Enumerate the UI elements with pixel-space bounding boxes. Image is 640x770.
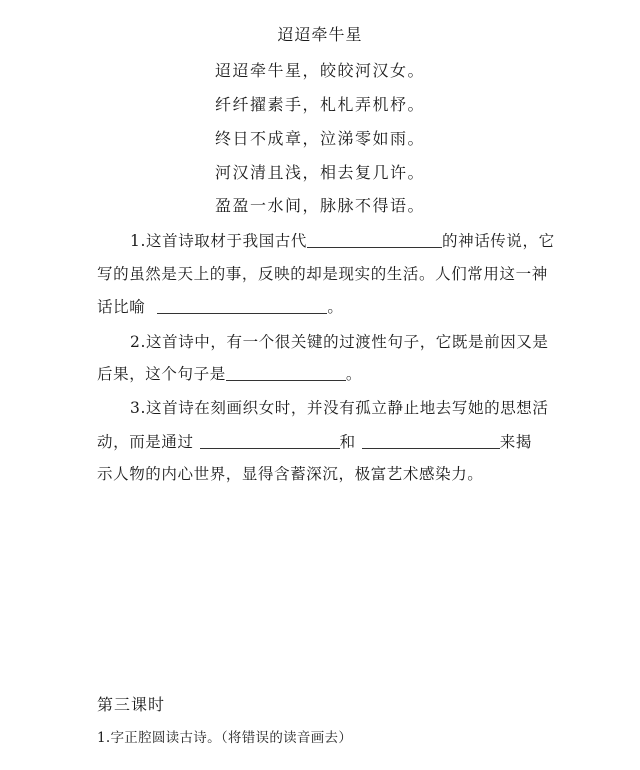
question-2-text: 后果，这个句子是: [97, 365, 226, 383]
question-1-line-2: 写的虽然是天上的事，反映的却是现实的生活。人们常用这一神: [97, 265, 548, 283]
answer-blank[interactable]: [200, 432, 340, 449]
answer-blank[interactable]: [226, 364, 346, 381]
poem-line: 纤纤擢素手，札札弄机杼。: [214, 95, 425, 114]
question-1-text: 的神话传说，它: [442, 232, 555, 250]
question-2-line-2: [97, 362, 362, 384]
question-1-line-1: [130, 229, 555, 251]
question-3-line-3: 示人物的内心世界，显得含蓄深沉，极富艺术感染力。: [97, 465, 484, 483]
question-3-line-2: [97, 430, 532, 452]
poem-title: 迢迢牵牛星: [277, 25, 363, 44]
poem-line: 盈盈一水间，脉脉不得语。: [214, 196, 425, 215]
question-3-text: 动，而是通过: [97, 433, 194, 451]
question-1-text: 1.这首诗取材于我国古代: [130, 232, 307, 250]
poem-line: 迢迢牵牛星，皎皎河汉女。: [214, 61, 425, 80]
question-2-line-1: 2.这首诗中，有一个很关键的过渡性句子，它既是前因又是: [130, 333, 549, 351]
question-3-text: 来揭: [499, 433, 532, 451]
question-3-line-1: 3.这首诗在刻画织女时，并没有孤立静止地去写她的思想活: [130, 399, 549, 417]
question-2-text: 。: [345, 365, 362, 383]
answer-blank[interactable]: [157, 297, 327, 314]
section-item-1: 1.字正腔圆读古诗。（将错误的读音画去）: [97, 730, 353, 746]
question-1-text: 话比喻: [97, 298, 146, 316]
poem-line: 河汉清且浅，相去复几许。: [214, 163, 425, 182]
poem-line: 终日不成章，泣涕零如雨。: [214, 129, 425, 148]
section-title: 第三课时: [97, 695, 166, 714]
question-1-line-3: [97, 295, 343, 317]
answer-blank[interactable]: [307, 231, 442, 248]
question-1-text: 。: [327, 298, 344, 316]
answer-blank[interactable]: [362, 432, 500, 449]
question-3-text: 和: [339, 433, 356, 451]
